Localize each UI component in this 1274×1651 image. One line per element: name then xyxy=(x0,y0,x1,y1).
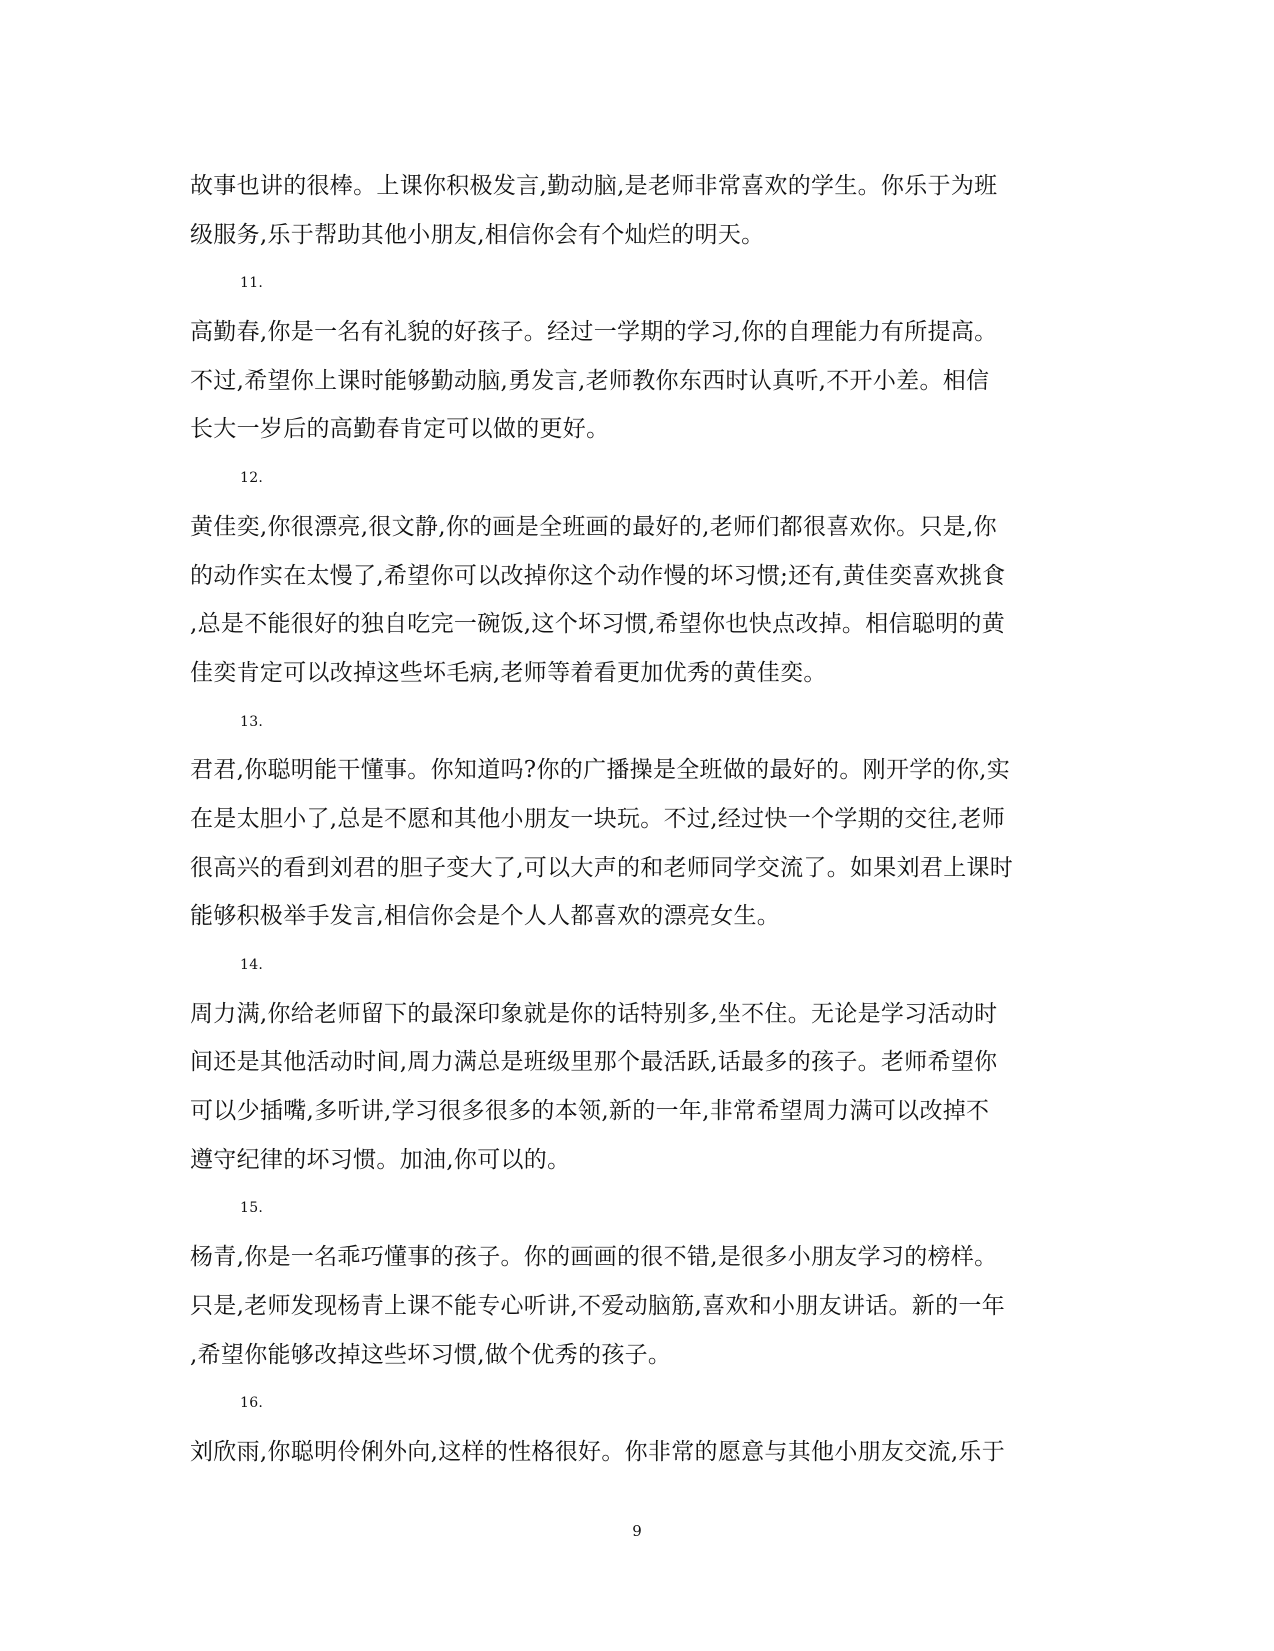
text-line: 的动作实在太慢了,希望你可以改掉你这个动作慢的坏习惯;还有,黄佳奕喜欢挑食 xyxy=(190,562,1006,589)
text-line: 级服务,乐于帮助其他小朋友,相信你会有个灿烂的明天。 xyxy=(190,221,765,248)
text-line: ,希望你能够改掉这些坏习惯,做个优秀的孩子。 xyxy=(190,1341,672,1368)
text-line: 遵守纪律的坏习惯。加油,你可以的。 xyxy=(190,1146,571,1173)
item-number: 16. xyxy=(240,1395,264,1412)
item-number: 11. xyxy=(240,275,264,292)
document-body xyxy=(190,162,1080,1477)
text-line: 君君,你聪明能干懂事。你知道吗?你的广播操是全班做的最好的。刚开学的你,实 xyxy=(190,757,1011,784)
text-line: 不过,希望你上课时能够勤动脑,勇发言,老师教你东西时认真听,不开小差。相信 xyxy=(190,367,990,394)
text-line: 可以少插嘴,多听讲,学习很多很多的本领,新的一年,非常希望周力满可以改掉不 xyxy=(190,1098,990,1125)
text-line: 高勤春,你是一名有礼貌的好孩子。经过一学期的学习,你的自理能力有所提高。 xyxy=(190,319,998,346)
item-number: 15. xyxy=(240,1200,264,1217)
text-line: 周力满,你给老师留下的最深印象就是你的话特别多,坐不住。无论是学习活动时 xyxy=(190,1000,998,1027)
text-line: 黄佳奕,你很漂亮,很文静,你的画是全班画的最好的,老师们都很喜欢你。只是,你 xyxy=(190,513,997,540)
text-line: 只是,老师发现杨青上课不能专心听讲,不爱动脑筋,喜欢和小朋友讲话。新的一年 xyxy=(190,1292,1006,1319)
page-number: 9 xyxy=(632,1522,642,1540)
text-line: ,总是不能很好的独自吃完一碗饭,这个坏习惯,希望你也快点改掉。相信聪明的黄 xyxy=(190,611,1006,638)
text-line: 佳奕肯定可以改掉这些坏毛病,老师等着看更加优秀的黄佳奕。 xyxy=(190,659,827,686)
text-line: 故事也讲的很棒。上课你积极发言,勤动脑,是老师非常喜欢的学生。你乐于为班 xyxy=(190,173,998,199)
text-line: 能够积极举手发言,相信你会是个人人都喜欢的漂亮女生。 xyxy=(190,903,781,930)
text-line: 长大一岁后的高勤春肯定可以做的更好。 xyxy=(190,416,610,443)
text-line: 间还是其他活动时间,周力满总是班级里那个最活跃,话最多的孩子。老师希望你 xyxy=(190,1049,998,1076)
item-number: 14. xyxy=(240,957,264,973)
item-number: 12. xyxy=(240,470,264,487)
item-number: 13. xyxy=(240,713,264,730)
text-line: 刘欣雨,你聪明伶俐外向,这样的性格很好。你非常的愿意与其他小朋友交流,乐于 xyxy=(190,1438,1006,1465)
text-line: 很高兴的看到刘君的胆子变大了,可以大声的和老师同学交流了。如果刘君上课时 xyxy=(190,854,1014,881)
text-line: 杨青,你是一名乖巧懂事的孩子。你的画画的很不错,是很多小朋友学习的榜样。 xyxy=(190,1244,998,1271)
text-line: 在是太胆小了,总是不愿和其他小朋友一块玩。不过,经过快一个学期的交往,老师 xyxy=(190,805,1006,832)
